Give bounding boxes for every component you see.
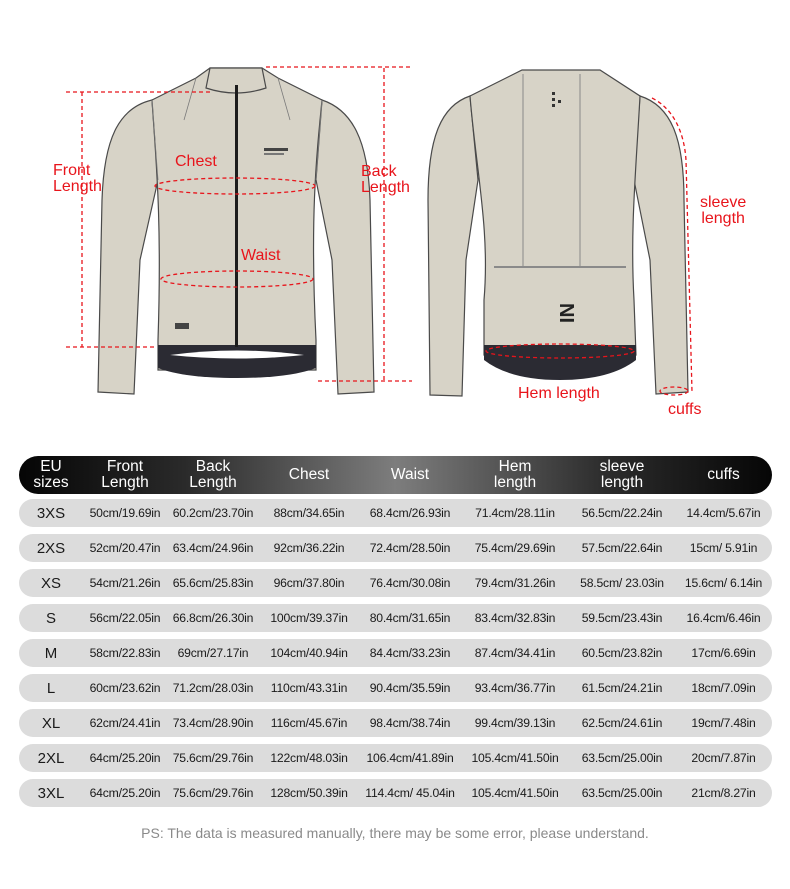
back-length-label: Back Length bbox=[361, 163, 410, 196]
table-row bbox=[19, 709, 772, 737]
measurement-cell: 92cm/36.22in bbox=[273, 541, 345, 555]
front-hem-band bbox=[158, 345, 316, 378]
jersey-illustration bbox=[0, 0, 790, 430]
measurement-cell: 87.4cm/34.41in bbox=[474, 646, 556, 660]
header-text: EU bbox=[40, 458, 62, 475]
header-cell bbox=[167, 459, 259, 491]
measurement-cell: 56.5cm/22.24in bbox=[581, 506, 663, 520]
hem-length-label: Hem length bbox=[518, 385, 600, 402]
chest-label: Chest bbox=[175, 153, 217, 170]
header-text: Back bbox=[195, 458, 231, 475]
front-length-label: Front Length bbox=[53, 162, 102, 195]
header-text: Length bbox=[189, 474, 237, 491]
measurement-cell: 15cm/ 5.91in bbox=[689, 541, 758, 555]
header-cell bbox=[461, 459, 569, 491]
measurement-cell: 57.5cm/22.64in bbox=[581, 541, 663, 555]
measurement-cell: 96cm/37.80in bbox=[273, 576, 345, 590]
measurement-cell: 75.6cm/29.76in bbox=[172, 751, 254, 765]
table-row bbox=[19, 604, 772, 632]
measurement-cell: 122cm/48.03in bbox=[270, 751, 348, 765]
measurement-cell: 50cm/19.69in bbox=[89, 506, 161, 520]
measurement-cell: 105.4cm/41.50in bbox=[471, 751, 559, 765]
header-text: Chest bbox=[288, 466, 330, 483]
measurement-cell: 18cm/7.09in bbox=[691, 681, 756, 695]
measurement-cell: 58cm/22.83in bbox=[89, 646, 161, 660]
size-chart-table bbox=[19, 456, 772, 807]
measurement-cell: 60.2cm/23.70in bbox=[172, 506, 254, 520]
measurement-cell: 63.4cm/24.96in bbox=[172, 541, 254, 555]
disclaimer-note: PS: The data is measured manually, there may be some error, please understand. bbox=[141, 825, 649, 841]
measurement-cell: 114.4cm/ 45.04in bbox=[365, 786, 455, 800]
measurement-cell: 71.4cm/28.11in bbox=[475, 506, 555, 520]
size-cell: 3XL bbox=[37, 784, 65, 802]
header-cell bbox=[359, 467, 461, 483]
measurement-cell: 63.5cm/25.00in bbox=[581, 786, 663, 800]
measurement-cell: 93.4cm/36.77in bbox=[474, 681, 556, 695]
measurement-cell: 63.5cm/25.00in bbox=[581, 751, 663, 765]
measurement-cell: 68.4cm/26.93in bbox=[369, 506, 451, 520]
measurement-cell: 60cm/23.62in bbox=[89, 681, 161, 695]
measurement-cell: 84.4cm/33.23in bbox=[369, 646, 451, 660]
measurement-cell: 15.6cm/ 6.14in bbox=[684, 576, 763, 590]
measurement-cell: 21cm/8.27in bbox=[691, 786, 756, 800]
measurement-cell: 104cm/40.94in bbox=[270, 646, 348, 660]
waist-label: Waist bbox=[241, 247, 281, 264]
measurement-cell: 69cm/27.17in bbox=[177, 646, 249, 660]
measurement-cell: 62.5cm/24.61in bbox=[581, 716, 663, 730]
measurement-cell: 14.4cm/5.67in bbox=[686, 506, 761, 520]
table-row bbox=[19, 534, 772, 562]
size-cell: 3XS bbox=[36, 504, 66, 522]
front-zipper bbox=[235, 85, 238, 347]
measurement-cell: 75.6cm/29.76in bbox=[172, 786, 254, 800]
header-cell bbox=[675, 467, 772, 483]
measurement-cell: 66.8cm/26.30in bbox=[172, 611, 254, 625]
measurement-cell: 116cm/45.67in bbox=[270, 716, 348, 730]
measurement-cell: 98.4cm/38.74in bbox=[369, 716, 451, 730]
measurement-cell: 110cm/43.31in bbox=[270, 681, 348, 695]
back-left-sleeve bbox=[428, 96, 478, 396]
header-text: Front bbox=[106, 458, 144, 475]
size-cell: XL bbox=[41, 714, 61, 732]
measurement-cell: 90.4cm/35.59in bbox=[369, 681, 451, 695]
svg-text:NI: NI bbox=[555, 303, 577, 323]
front-left-sleeve bbox=[98, 100, 158, 394]
back-right-sleeve bbox=[634, 96, 688, 394]
measurement-cell: 75.4cm/29.69in bbox=[474, 541, 556, 555]
measurement-cell: 80.4cm/31.65in bbox=[369, 611, 451, 625]
header-text: length bbox=[493, 474, 537, 491]
size-cell: S bbox=[45, 609, 56, 627]
measurement-cell: 65.6cm/25.83in bbox=[172, 576, 254, 590]
size-cell: XS bbox=[40, 574, 61, 592]
table-body bbox=[19, 499, 772, 807]
size-cell: M bbox=[44, 644, 58, 662]
size-cell: L bbox=[46, 679, 56, 697]
measurement-cell: 20cm/7.87in bbox=[691, 751, 756, 765]
front-right-sleeve bbox=[316, 100, 374, 394]
cuffs-label: cuffs bbox=[668, 401, 702, 418]
measurement-cell: 58.5cm/ 23.03in bbox=[580, 576, 664, 590]
measurement-cell: 62cm/24.41in bbox=[89, 716, 161, 730]
back-body bbox=[470, 70, 640, 355]
size-cell: 2XL bbox=[37, 749, 65, 767]
measurement-cell: 83.4cm/32.83in bbox=[474, 611, 556, 625]
measurement-cell: 72.4cm/28.50in bbox=[369, 541, 451, 555]
size-cell: 2XS bbox=[36, 539, 66, 557]
header-text: Length bbox=[101, 474, 149, 491]
measurement-cell: 19cm/7.48in bbox=[691, 716, 756, 730]
header-text: length bbox=[600, 474, 644, 491]
measurement-cell: 60.5cm/23.82in bbox=[581, 646, 663, 660]
header-cell bbox=[83, 459, 167, 491]
header-text: Waist bbox=[390, 466, 430, 483]
measurement-diagram bbox=[0, 0, 790, 430]
measurement-cell: 76.4cm/30.08in bbox=[369, 576, 451, 590]
measurement-cell: 56cm/22.05in bbox=[89, 611, 161, 625]
table-row bbox=[19, 744, 772, 772]
measurement-cell: 99.4cm/39.13in bbox=[474, 716, 556, 730]
back-hem-band bbox=[484, 345, 636, 380]
measurement-cell: 128cm/50.39in bbox=[270, 786, 348, 800]
measurement-cell: 106.4cm/41.89in bbox=[366, 751, 454, 765]
measurement-cell: 54cm/21.26in bbox=[89, 576, 161, 590]
measurement-cell: 88cm/34.65in bbox=[273, 506, 345, 520]
measurement-cell: 64cm/25.20in bbox=[89, 786, 161, 800]
header-text: Hem bbox=[498, 458, 532, 475]
measurement-cell: 17cm/6.69in bbox=[691, 646, 756, 660]
measurement-cell: 64cm/25.20in bbox=[89, 751, 161, 765]
measurement-cell: 73.4cm/28.90in bbox=[172, 716, 254, 730]
table-row bbox=[19, 674, 772, 702]
measurement-cell: 71.2cm/28.03in bbox=[172, 681, 254, 695]
measurement-cell: 105.4cm/41.50in bbox=[471, 786, 559, 800]
table-header bbox=[19, 456, 772, 494]
measurement-cell: 59.5cm/23.43in bbox=[581, 611, 663, 625]
measurement-cell: 79.4cm/31.26in bbox=[474, 576, 556, 590]
table-row bbox=[19, 569, 772, 597]
header-cell bbox=[259, 467, 359, 483]
measurement-cell: 100cm/39.37in bbox=[270, 611, 348, 625]
header-cell bbox=[569, 459, 675, 491]
measurement-cell: 16.4cm/6.46in bbox=[686, 611, 761, 625]
header-text: sleeve bbox=[599, 458, 645, 475]
measurement-cell: 61.5cm/24.21in bbox=[581, 681, 663, 695]
header-text: sizes bbox=[33, 474, 69, 491]
table-row bbox=[19, 499, 772, 527]
header-cell bbox=[19, 459, 83, 491]
sleeve-length-label: sleeve length bbox=[700, 194, 747, 227]
table-row bbox=[19, 779, 772, 807]
header-text: cuffs bbox=[707, 466, 740, 483]
table-row bbox=[19, 639, 772, 667]
measurement-cell: 52cm/20.47in bbox=[89, 541, 161, 555]
